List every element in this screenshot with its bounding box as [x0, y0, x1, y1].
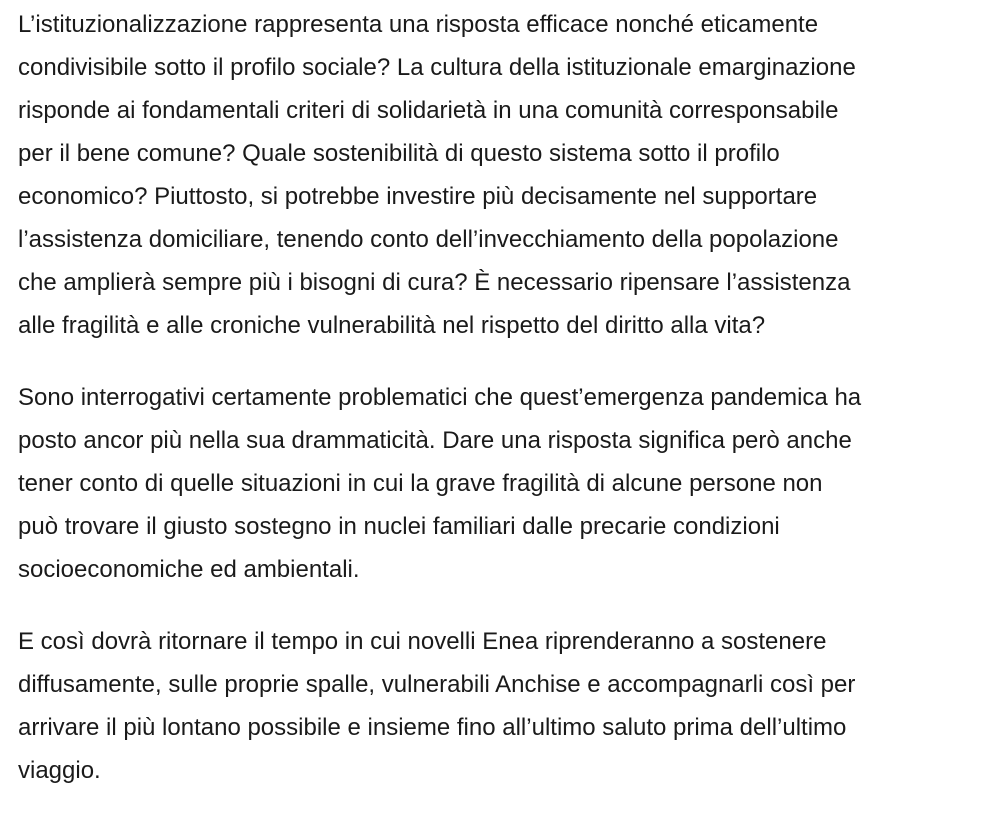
paragraph-2: Sono interrogativi certamente problematici che quest’emergenza pandemica ha posto ancor più nella sua drammaticità. Dare una risposta significa però anche tener conto di quelle situazioni in cui la grave fragilità di alcune persone non può trovare il giusto sostegno in nuclei familiari dalle precarie condizioni socioeconomiche ed ambientali.: [18, 384, 862, 583]
paragraph-3: E così dovrà ritornare il tempo in cui novelli Enea riprenderanno a sostenere diffusamente, sulle proprie spalle, vulnerabili Anchise e accompagnarli così per arrivare il più lontano possibile e insieme fino all’ultimo saluto prima dell’ultimo viaggio.: [18, 628, 856, 784]
paragraph-1: L’istituzionalizzazione rappresenta una risposta efficace nonché eticamente condivisibile sotto il profilo sociale? La cultura della istituzionale emarginazione risponde ai fondamentali criteri di solidarietà in una comunità corresponsabile per il bene comune? Quale sostenibilità di questo sistema sotto il profilo economico? Piuttosto, si potrebbe investire più decisamente nel supportare l’assistenza domiciliare, tenendo conto dell’invecchiamento della popolazione che amplierà sempre più i bisogni di cura? È necessario ripensare l’assistenza alle fragilità e alle croniche vulnerabilità nel rispetto del diritto alla vita?: [18, 11, 856, 339]
